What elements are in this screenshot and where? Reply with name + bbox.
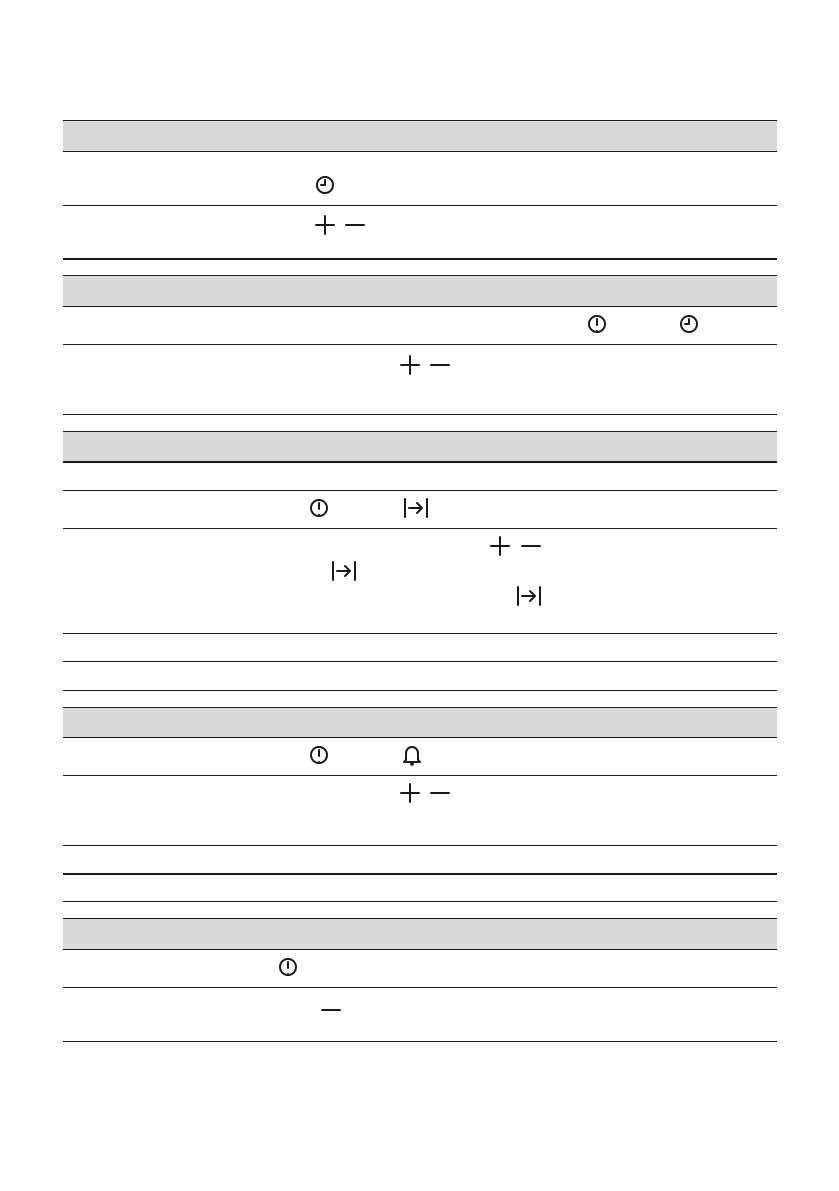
section-rule xyxy=(63,258,777,260)
end-time-icon xyxy=(403,498,429,518)
rule xyxy=(63,120,777,121)
bell-icon xyxy=(402,744,422,766)
plus-icon xyxy=(400,355,420,375)
rule xyxy=(63,151,777,152)
section-rule xyxy=(63,414,777,415)
rule xyxy=(63,873,777,875)
rule xyxy=(63,306,777,307)
section-rule xyxy=(63,901,777,902)
timer-icon xyxy=(278,957,298,977)
section-rule xyxy=(63,690,777,691)
rule xyxy=(63,775,777,776)
end-time-icon xyxy=(516,586,542,606)
end-time-icon xyxy=(331,561,357,581)
rule xyxy=(63,205,777,206)
section-4-header xyxy=(63,708,777,737)
rule xyxy=(63,845,777,846)
plus-icon xyxy=(400,783,420,803)
section-3-header xyxy=(63,432,777,461)
timer-icon xyxy=(309,745,329,765)
minus-icon xyxy=(521,536,541,556)
clock-icon xyxy=(315,175,335,195)
minus-icon xyxy=(430,783,450,803)
rule xyxy=(63,661,777,662)
minus-icon xyxy=(321,1000,341,1020)
rule xyxy=(63,633,777,634)
rule xyxy=(63,949,777,950)
minus-icon xyxy=(345,215,365,235)
rule xyxy=(63,490,777,491)
rule xyxy=(63,737,777,738)
rule xyxy=(63,461,777,463)
plus-icon xyxy=(490,536,510,556)
plus-icon xyxy=(315,215,335,235)
rule xyxy=(63,344,777,345)
section-5-header xyxy=(63,919,777,949)
rule xyxy=(63,528,777,529)
section-1-header xyxy=(63,121,777,151)
timer-icon xyxy=(587,314,607,334)
section-2-header xyxy=(63,276,777,306)
timer-icon xyxy=(309,498,329,518)
clock-icon xyxy=(679,314,699,334)
rule xyxy=(63,987,777,988)
minus-icon xyxy=(430,355,450,375)
section-rule xyxy=(63,1041,777,1042)
